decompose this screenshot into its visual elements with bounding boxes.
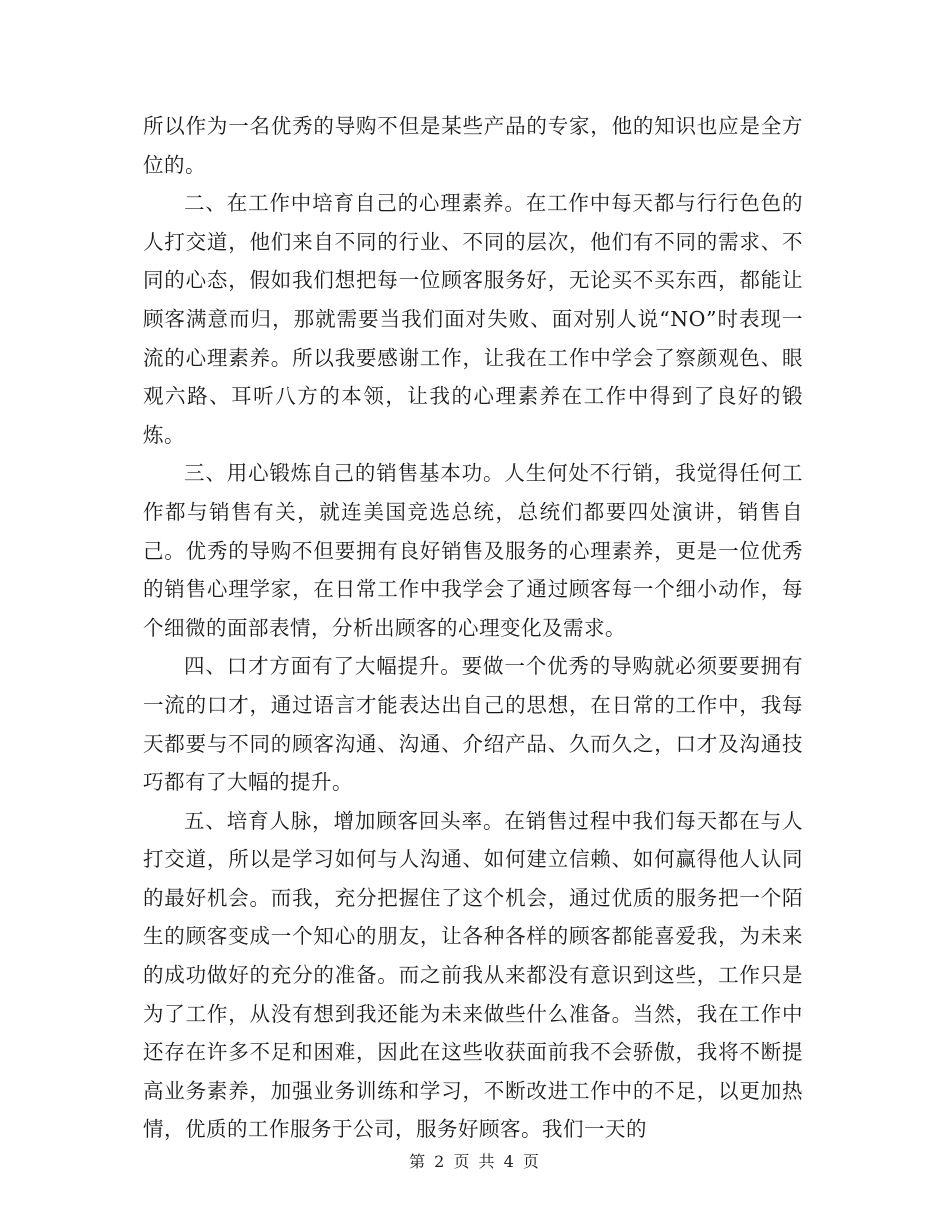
paragraph-section-three: 三、用心锻炼自己的销售基本功。人生何处不行销，我觉得任何工作都与销售有关，就连美国竞选总统，总统们都要四处演讲，销售自己。优秀的导购不但要拥有良好销售及服务的心理素养，更是一位优秀的销售心理学家，在日常工作中我学会了通过顾客每一个细小动作，每个细微的面部表情，分析出顾客的心理变化及需求。 xyxy=(143,461,803,640)
document-body xyxy=(143,107,803,1149)
paragraph-section-two: 二、在工作中培育自己的心理素养。在工作中每天都与行行色色的人打交道，他们来自不同的行业、不同的层次，他们有不同的需求、不同的心态，假如我们想把每一位顾客服务好，无论买不买东西，都能让顾客满意而归，那就需要当我们面对失败、面对别人说“NO”时表现一流的心理素养。所以我要感谢工作，让我在工作中学会了察颜观色、眼观六路、耳听八方的本领，让我的心理素养在工作中得到了良好的锻炼。 xyxy=(143,191,803,447)
paragraph-continuation: 所以作为一名优秀的导购不但是某些产品的专家，他的知识也应是全方位的。 xyxy=(143,114,803,177)
paragraph-section-four: 四、口才方面有了大幅提升。要做一个优秀的导购就必须要要拥有一流的口才，通过语言才能表达出自己的思想，在日常的工作中，我每天都要与不同的顾客沟通、沟通、介绍产品、久而久之，口才及沟通技巧都有了大幅的提升。 xyxy=(143,654,803,795)
page-number-footer: 第 2 页 共 4 页 xyxy=(409,1152,541,1171)
paragraph-section-five: 五、培育人脉，增加顾客回头率。在销售过程中我们每天都在与人打交道，所以是学习如何与人沟通、如何建立信赖、如何赢得他人认同的最好机会。而我，充分把握住了这个机会，通过优质的服务把一个陌生的顾客变成一个知心的朋友，让各种各样的顾客都能喜爱我，为未来的成功做好的充分的准备。而之前我从来都没有意识到这些，工作只是为了工作，从没有想到我还能为未来做些什么准备。当然，我在工作中还存在许多不足和困难，因此在这些收获面前我不会骄傲，我将不断提高业务素养，加强业务训练和学习，不断改进工作中的不足，以更加热情，优质的工作服务于公司，服务好顾客。我们一天的 xyxy=(143,808,803,1142)
